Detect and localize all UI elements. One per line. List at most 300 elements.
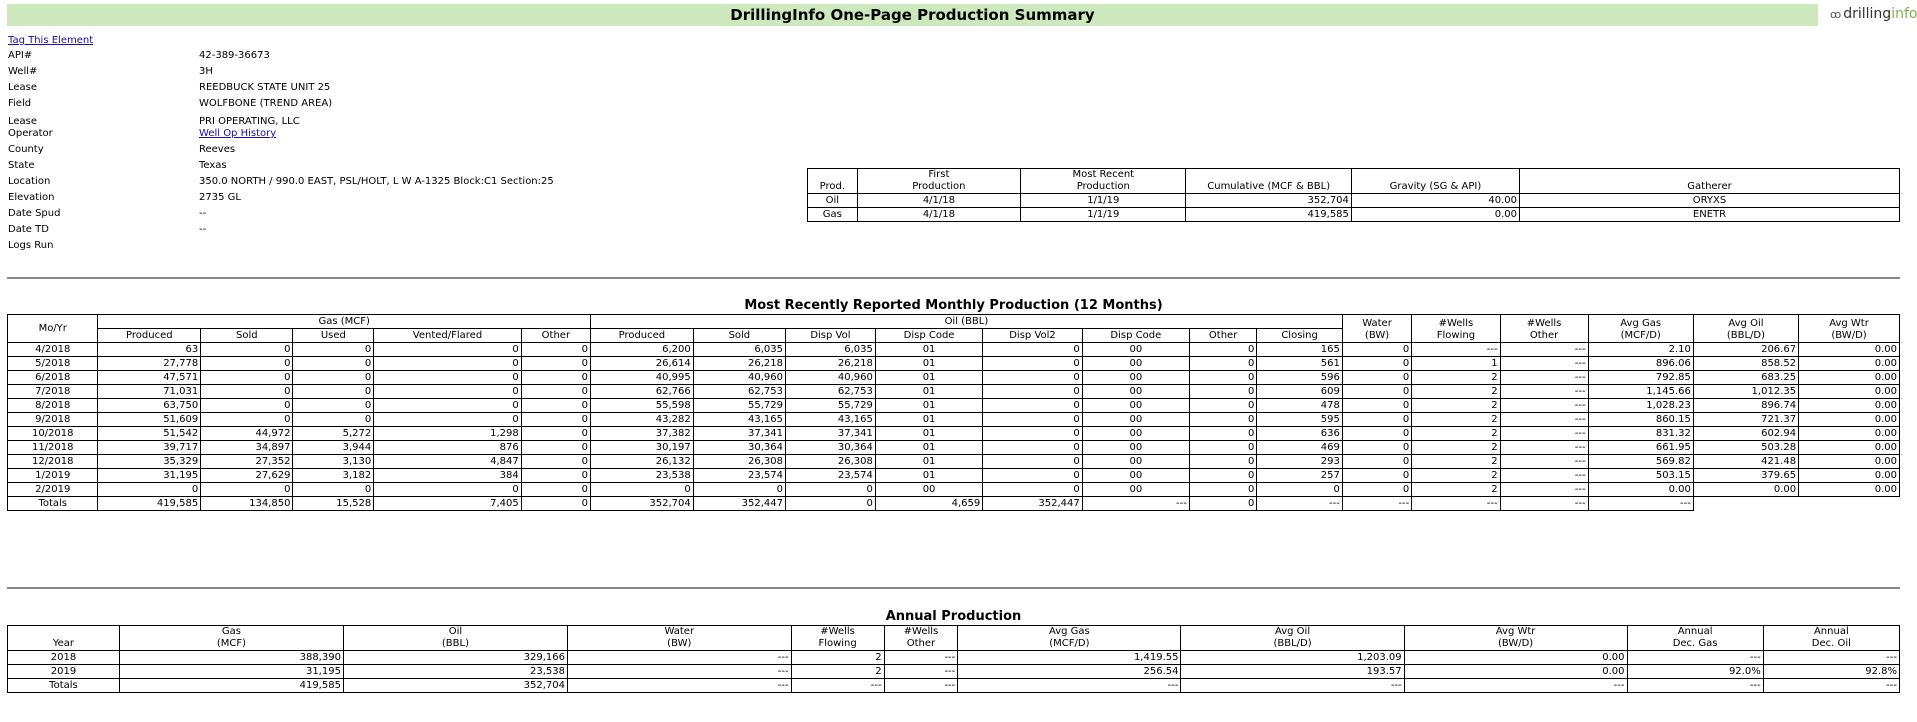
table-cell: 1/1/19 — [1021, 194, 1186, 208]
table-cell: --- — [791, 679, 884, 693]
info-label: Elevation — [8, 192, 55, 203]
info-value: WOLFBONE (TREND AREA) — [199, 98, 333, 109]
table-cell: 2 — [791, 665, 884, 679]
table-cell: 2 — [1412, 427, 1500, 441]
table-cell: 4,659 — [875, 497, 982, 511]
table-cell: 0 — [521, 343, 590, 357]
table-cell: 0 — [521, 441, 590, 455]
table-cell: ORYXS — [1519, 194, 1899, 208]
table-cell: 30,364 — [693, 441, 785, 455]
table-cell: 2 — [791, 651, 884, 665]
table-cell: 0.00 — [1799, 357, 1900, 371]
table-cell: --- — [1500, 483, 1588, 497]
table-cell: 0 — [521, 427, 590, 441]
table-cell: 9/2018 — [8, 413, 98, 427]
table-cell: 0.00 — [1799, 427, 1900, 441]
table-cell: 0 — [983, 343, 1083, 357]
table-cell: --- — [1627, 679, 1763, 693]
table-cell: 23,538 — [591, 469, 694, 483]
table-row — [8, 483, 1900, 497]
table-row — [8, 427, 1900, 441]
table-cell: 0 — [293, 385, 374, 399]
table-cell: 23,538 — [343, 665, 567, 679]
col-header: Other — [1189, 329, 1256, 343]
table-cell: 40,995 — [591, 371, 694, 385]
logo-mark-icon: ꝏ — [1830, 8, 1842, 21]
col-header: Disp Vol — [786, 329, 876, 343]
table-cell: 43,165 — [786, 413, 876, 427]
col-header: Oil (BBL) — [343, 626, 567, 651]
table-cell: 63 — [98, 343, 201, 357]
table-cell: 561 — [1257, 357, 1342, 371]
table-row — [8, 413, 1900, 427]
table-cell: 0 — [983, 441, 1083, 455]
table-cell: 721.37 — [1693, 413, 1798, 427]
table-cell: 165 — [1257, 343, 1342, 357]
table-cell: 2.10 — [1588, 343, 1693, 357]
table-cell: 329,166 — [343, 651, 567, 665]
table-cell: --- — [1500, 413, 1588, 427]
info-label: State — [8, 160, 35, 171]
table-cell: 26,218 — [786, 357, 876, 371]
table-cell: 0 — [1342, 413, 1411, 427]
table-cell: 0 — [983, 399, 1083, 413]
table-cell: 0.00 — [1799, 413, 1900, 427]
col-header: Mo/Yr — [8, 315, 98, 343]
col-header: Avg Wtr (BW/D) — [1404, 626, 1627, 651]
table-cell: 01 — [875, 413, 982, 427]
col-header: Vented/Flared — [374, 329, 521, 343]
table-cell: 419,585 — [98, 497, 201, 511]
table-cell: --- — [567, 651, 791, 665]
table-cell: 293 — [1257, 455, 1342, 469]
table-cell: 0.00 — [1404, 665, 1627, 679]
col-header: Avg Oil (BBL/D) — [1181, 626, 1404, 651]
drillinginfo-logo: ꝏ drillinginfo — [1830, 6, 1917, 22]
col-header: Avg Gas (MCF/D) — [958, 626, 1181, 651]
col-header: First Production — [857, 169, 1020, 194]
table-cell: --- — [1412, 497, 1500, 511]
table-cell: Totals — [8, 497, 98, 511]
table-cell: 0 — [983, 357, 1083, 371]
table-cell: 352,704 — [1186, 194, 1351, 208]
table-cell: 2 — [1412, 469, 1500, 483]
table-cell: 352,704 — [343, 679, 567, 693]
table-cell: 0.00 — [1799, 455, 1900, 469]
table-cell: 2 — [1412, 455, 1500, 469]
col-header: Used — [293, 329, 374, 343]
table-cell: 0 — [1342, 483, 1411, 497]
table-cell: --- — [1500, 469, 1588, 483]
table-cell: 0 — [374, 343, 521, 357]
table-cell: 7/2018 — [8, 385, 98, 399]
table-cell: --- — [1342, 497, 1411, 511]
table-cell: 31,195 — [119, 665, 343, 679]
table-cell: --- — [1500, 441, 1588, 455]
well-op-history-link[interactable]: Well Op History — [199, 128, 277, 139]
table-cell: 0 — [1342, 371, 1411, 385]
info-label: Date TD — [8, 224, 49, 235]
table-cell — [1693, 497, 1899, 511]
table-cell: 0 — [521, 357, 590, 371]
table-cell: 40,960 — [693, 371, 785, 385]
table-cell: 0 — [201, 371, 293, 385]
col-header: Gatherer — [1519, 169, 1899, 194]
table-cell: 43,165 — [693, 413, 785, 427]
table-cell: 0 — [1189, 483, 1256, 497]
table-cell: 0 — [1189, 357, 1256, 371]
table-cell: 1,028.23 — [1588, 399, 1693, 413]
table-cell: 2019 — [8, 665, 120, 679]
table-cell: 27,352 — [201, 455, 293, 469]
table-cell: 0 — [1342, 427, 1411, 441]
table-cell: 0 — [374, 413, 521, 427]
table-cell: --- — [1412, 343, 1500, 357]
table-cell: 683.25 — [1693, 371, 1798, 385]
table-cell: 2 — [1412, 441, 1500, 455]
table-cell: 0 — [1189, 399, 1256, 413]
table-cell: 503.15 — [1588, 469, 1693, 483]
col-header: #Wells Other — [884, 626, 958, 651]
table-cell: --- — [1181, 679, 1404, 693]
table-cell: 134,850 — [201, 497, 293, 511]
table-cell: --- — [1500, 385, 1588, 399]
info-value: 3H — [199, 66, 213, 77]
table-cell: 55,729 — [786, 399, 876, 413]
table-cell: 71,031 — [98, 385, 201, 399]
table-cell: 0.00 — [1799, 343, 1900, 357]
col-header: Produced — [98, 329, 201, 343]
col-header: Water (BW) — [567, 626, 791, 651]
table-cell: 01 — [875, 357, 982, 371]
table-cell: Oil — [808, 194, 858, 208]
table-cell: 7,405 — [374, 497, 521, 511]
table-cell: 0 — [521, 469, 590, 483]
table-cell: 27,629 — [201, 469, 293, 483]
info-label: County — [8, 144, 44, 155]
table-cell: 62,753 — [786, 385, 876, 399]
table-row — [808, 208, 1900, 222]
col-header: #Wells Flowing — [791, 626, 884, 651]
table-cell: 0 — [693, 483, 785, 497]
table-cell: 379.65 — [1693, 469, 1798, 483]
info-value: -- — [199, 208, 207, 219]
table-cell: 4/2018 — [8, 343, 98, 357]
col-header: Most Recent Production — [1021, 169, 1186, 194]
table-row — [8, 455, 1900, 469]
table-cell: --- — [1404, 679, 1627, 693]
info-label: Lease — [8, 116, 38, 127]
table-cell: 478 — [1257, 399, 1342, 413]
table-cell: 0 — [521, 413, 590, 427]
table-cell: 469 — [1257, 441, 1342, 455]
table-cell: --- — [1500, 357, 1588, 371]
table-cell: 0 — [374, 399, 521, 413]
table-cell: 0.00 — [1799, 469, 1900, 483]
table-cell: 35,329 — [98, 455, 201, 469]
col-header: Annual Dec. Gas — [1627, 626, 1763, 651]
annual-production-table — [7, 625, 1900, 693]
table-cell: 0 — [374, 483, 521, 497]
table-row — [8, 469, 1900, 483]
table-cell: 3,130 — [293, 455, 374, 469]
table-cell: 01 — [875, 399, 982, 413]
table-cell: Gas — [808, 208, 858, 222]
monthly-title: Most Recently Reported Monthly Production (12 Months) — [744, 298, 1163, 313]
table-cell: 92.0% — [1627, 665, 1763, 679]
table-cell: Totals — [8, 679, 120, 693]
page-title: DrillingInfo One-Page Production Summary — [7, 4, 1818, 26]
table-cell: 0 — [983, 385, 1083, 399]
table-cell: 384 — [374, 469, 521, 483]
table-cell: 0 — [1189, 455, 1256, 469]
info-value: 42-389-36673 — [199, 50, 270, 61]
table-cell: 661.95 — [1588, 441, 1693, 455]
table-cell: 421.48 — [1693, 455, 1798, 469]
table-cell: 23,574 — [693, 469, 785, 483]
table-cell: 00 — [1082, 371, 1189, 385]
table-cell: 896.74 — [1693, 399, 1798, 413]
table-cell: 876 — [374, 441, 521, 455]
info-label: Date Spud — [8, 208, 61, 219]
table-cell: 30,364 — [786, 441, 876, 455]
table-cell: 2 — [1412, 413, 1500, 427]
table-cell: --- — [1763, 679, 1899, 693]
divider — [7, 277, 1900, 279]
table-cell: 00 — [1082, 357, 1189, 371]
table-cell: 00 — [1082, 343, 1189, 357]
col-header: Disp Code — [875, 329, 982, 343]
table-cell: 595 — [1257, 413, 1342, 427]
col-header: Sold — [201, 329, 293, 343]
table-cell: 0 — [293, 357, 374, 371]
table-cell: 0 — [1189, 497, 1256, 511]
table-cell: 0 — [293, 399, 374, 413]
table-cell: 37,341 — [693, 427, 785, 441]
table-cell: 596 — [1257, 371, 1342, 385]
info-label: Operator — [8, 128, 53, 139]
table-cell: 256.54 — [958, 665, 1181, 679]
table-cell: 37,382 — [591, 427, 694, 441]
tag-this-element-link[interactable]: Tag This Element — [8, 35, 94, 46]
col-header: Year — [8, 626, 120, 651]
table-cell: 0 — [1257, 483, 1342, 497]
table-cell: 0.00 — [1799, 385, 1900, 399]
col-header: Other — [521, 329, 590, 343]
col-header: Prod. — [808, 169, 858, 194]
table-cell: 47,571 — [98, 371, 201, 385]
table-cell: 206.67 — [1693, 343, 1798, 357]
table-cell: 0 — [983, 371, 1083, 385]
table-cell: 62,753 — [693, 385, 785, 399]
table-cell: 01 — [875, 469, 982, 483]
table-cell: 26,308 — [693, 455, 785, 469]
table-cell: 4/1/18 — [857, 194, 1020, 208]
info-value: Texas — [199, 160, 227, 171]
table-cell: 0 — [1189, 427, 1256, 441]
table-cell: 352,447 — [693, 497, 785, 511]
table-cell: 30,197 — [591, 441, 694, 455]
table-cell: 37,341 — [786, 427, 876, 441]
table-cell: 0 — [1342, 455, 1411, 469]
table-cell: 0.00 — [1693, 483, 1798, 497]
table-cell: 0 — [521, 385, 590, 399]
table-cell: 602.94 — [1693, 427, 1798, 441]
table-cell: 0.00 — [1588, 483, 1693, 497]
table-cell: --- — [1763, 651, 1899, 665]
table-cell: 62,766 — [591, 385, 694, 399]
table-cell: 1/2019 — [8, 469, 98, 483]
table-cell: 419,585 — [119, 679, 343, 693]
table-cell: 00 — [1082, 455, 1189, 469]
col-header: Closing — [1257, 329, 1342, 343]
table-cell: 1/1/19 — [1021, 208, 1186, 222]
col-header: #Wells Other — [1500, 315, 1588, 343]
table-cell: 92.8% — [1763, 665, 1899, 679]
table-cell: 3,944 — [293, 441, 374, 455]
table-cell: 0 — [293, 413, 374, 427]
info-label: Location — [8, 176, 51, 187]
col-header: Cumulative (MCF & BBL) — [1186, 169, 1351, 194]
table-cell: --- — [1082, 497, 1189, 511]
table-cell: 0 — [1342, 385, 1411, 399]
table-cell: 0 — [591, 483, 694, 497]
col-header: #Wells Flowing — [1412, 315, 1500, 343]
table-row — [8, 651, 1900, 665]
production-summary-table — [807, 168, 1900, 222]
table-cell: 831.32 — [1588, 427, 1693, 441]
table-cell: 26,218 — [693, 357, 785, 371]
table-cell: 0.00 — [1799, 441, 1900, 455]
info-label: API# — [8, 50, 33, 61]
table-cell: 2 — [1412, 371, 1500, 385]
table-row — [8, 441, 1900, 455]
table-cell: 01 — [875, 455, 982, 469]
table-cell: 0 — [293, 371, 374, 385]
table-cell: 0 — [521, 399, 590, 413]
table-cell: --- — [1627, 651, 1763, 665]
group-header-gas: Gas (MCF) — [98, 315, 591, 329]
table-cell: --- — [884, 665, 958, 679]
table-cell: 0 — [1189, 371, 1256, 385]
table-cell: 5/2018 — [8, 357, 98, 371]
table-cell: --- — [1500, 399, 1588, 413]
info-value: 350.0 NORTH / 990.0 EAST, PSL/HOLT, L W A-1325 Block:C1 Section:25 — [199, 176, 554, 187]
table-cell: 00 — [1082, 483, 1189, 497]
table-cell: 0 — [1189, 413, 1256, 427]
table-cell: 0 — [983, 483, 1083, 497]
table-cell: 23,574 — [786, 469, 876, 483]
table-cell: 0 — [374, 385, 521, 399]
table-cell: 0.00 — [1799, 399, 1900, 413]
table-cell: 1 — [1412, 357, 1500, 371]
table-row — [8, 399, 1900, 413]
table-cell: 00 — [1082, 427, 1189, 441]
table-cell: 858.52 — [1693, 357, 1798, 371]
table-cell: 6,035 — [693, 343, 785, 357]
table-cell: 0 — [201, 385, 293, 399]
table-row — [8, 371, 1900, 385]
table-cell: 01 — [875, 343, 982, 357]
table-cell: 0 — [201, 483, 293, 497]
table-cell: 0 — [1342, 441, 1411, 455]
table-cell: 0.00 — [1799, 483, 1900, 497]
col-header: Avg Gas (MCF/D) — [1588, 315, 1693, 343]
table-cell: 8/2018 — [8, 399, 98, 413]
table-cell: 43,282 — [591, 413, 694, 427]
group-header-oil: Oil (BBL) — [591, 315, 1343, 329]
table-cell: 0 — [786, 497, 876, 511]
table-cell: --- — [567, 679, 791, 693]
table-cell: 6,200 — [591, 343, 694, 357]
info-value — [199, 128, 276, 139]
table-cell: 257 — [1257, 469, 1342, 483]
table-cell: 0 — [521, 483, 590, 497]
table-cell: 3,182 — [293, 469, 374, 483]
table-cell: 55,729 — [693, 399, 785, 413]
table-cell: 00 — [1082, 399, 1189, 413]
table-cell: 860.15 — [1588, 413, 1693, 427]
table-cell: 4,847 — [374, 455, 521, 469]
table-cell: 00 — [1082, 413, 1189, 427]
table-cell: 0 — [1189, 343, 1256, 357]
table-cell: 31,195 — [98, 469, 201, 483]
totals-row — [8, 497, 1900, 511]
table-row — [8, 665, 1900, 679]
table-cell: 26,308 — [786, 455, 876, 469]
table-cell: 00 — [875, 483, 982, 497]
info-label: Lease — [8, 82, 38, 93]
table-cell: 0 — [201, 357, 293, 371]
table-cell: 15,528 — [293, 497, 374, 511]
table-cell: 0 — [1342, 357, 1411, 371]
col-header: Avg Wtr (BW/D) — [1799, 315, 1900, 343]
table-cell: 26,132 — [591, 455, 694, 469]
table-cell: --- — [1588, 497, 1693, 511]
col-header: Disp Vol2 — [983, 329, 1083, 343]
table-cell: --- — [1500, 455, 1588, 469]
table-cell: 6/2018 — [8, 371, 98, 385]
table-cell: 00 — [1082, 385, 1189, 399]
col-header: Annual Dec. Oil — [1763, 626, 1899, 651]
col-header: Sold — [693, 329, 785, 343]
col-header: Produced — [591, 329, 694, 343]
table-cell: 01 — [875, 427, 982, 441]
table-cell: 11/2018 — [8, 441, 98, 455]
table-cell: --- — [1257, 497, 1342, 511]
table-cell: 0 — [983, 455, 1083, 469]
table-cell: 0 — [1189, 469, 1256, 483]
table-cell: 0 — [201, 399, 293, 413]
table-cell: 6,035 — [786, 343, 876, 357]
table-cell: 0 — [521, 371, 590, 385]
table-cell: 193.57 — [1181, 665, 1404, 679]
table-cell: 896.06 — [1588, 357, 1693, 371]
table-cell: 1,203.09 — [1181, 651, 1404, 665]
table-cell: 2 — [1412, 483, 1500, 497]
table-cell: --- — [1500, 371, 1588, 385]
table-cell: 40.00 — [1351, 194, 1519, 208]
table-cell: 2018 — [8, 651, 120, 665]
table-cell: 352,447 — [983, 497, 1083, 511]
table-cell: 0 — [98, 483, 201, 497]
table-cell: 1,145.66 — [1588, 385, 1693, 399]
table-cell: 0 — [521, 455, 590, 469]
col-header: Disp Code — [1082, 329, 1189, 343]
table-cell: 12/2018 — [8, 455, 98, 469]
table-cell: 1,419.55 — [958, 651, 1181, 665]
table-cell: 0 — [293, 483, 374, 497]
